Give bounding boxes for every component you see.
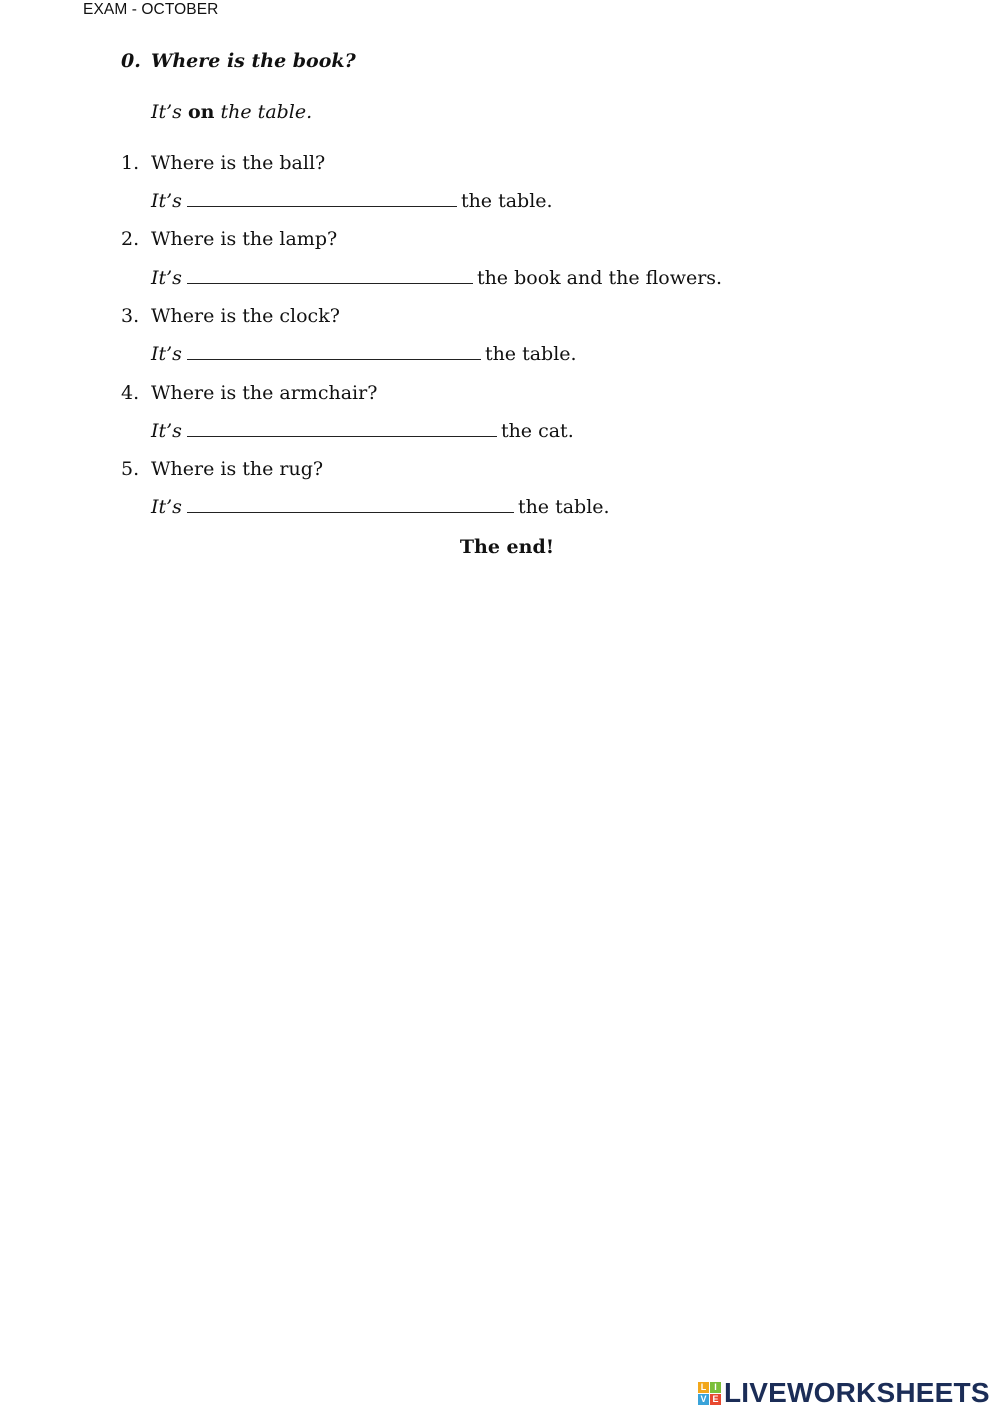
answer-blank-1[interactable] [187, 192, 457, 207]
example-answer-suffix: the table. [214, 101, 313, 123]
logo-mark-letter: V [698, 1394, 709, 1405]
answer-prefix: It’s [151, 267, 182, 289]
logo-mark-letter: I [710, 1382, 721, 1393]
example-question: Where is the book? [151, 50, 356, 72]
question-text: Where is the clock? [151, 305, 340, 327]
answer-line [151, 343, 577, 365]
answer-prefix: It’s [151, 496, 182, 518]
answer-suffix: the table. [517, 496, 610, 518]
logo-mark-letter: E [710, 1394, 721, 1405]
answer-line [151, 267, 722, 289]
answer-prefix: It’s [151, 420, 182, 442]
answer-line [151, 190, 553, 212]
answer-prefix: It’s [151, 190, 182, 212]
answer-suffix: the table. [460, 190, 553, 212]
the-end-text: The end! [459, 536, 555, 558]
answer-suffix: the book and the flowers. [476, 267, 723, 289]
answer-prefix: It’s [151, 343, 182, 365]
question-number: 1. [121, 152, 140, 174]
answer-blank-3[interactable] [187, 345, 481, 360]
question-text: Where is the armchair? [151, 382, 378, 404]
question-number: 3. [121, 305, 140, 327]
answer-suffix: the cat. [500, 420, 574, 442]
answer-suffix: the table. [484, 343, 577, 365]
question-number: 5. [121, 458, 140, 480]
logo-mark-letter: L [698, 1382, 709, 1393]
answer-blank-5[interactable] [187, 498, 514, 513]
answer-blank-2[interactable] [187, 269, 473, 284]
example-answer [151, 101, 312, 123]
liveworksheets-logo-text: LIVEWORKSHEETS [724, 1377, 990, 1408]
example-number: 0. [121, 50, 141, 72]
answer-line [151, 420, 574, 442]
liveworksheets-logo-icon [698, 1382, 721, 1405]
question-text: Where is the lamp? [151, 228, 338, 250]
question-number: 2. [121, 228, 140, 250]
question-text: Where is the rug? [151, 458, 324, 480]
question-text: Where is the ball? [151, 152, 326, 174]
liveworksheets-logo [698, 1378, 990, 1408]
answer-blank-4[interactable] [187, 422, 497, 437]
page-header: EXAM - OCTOBER [83, 1, 219, 18]
example-answer-word: on [187, 101, 215, 123]
example-answer-prefix: It’s [151, 101, 188, 123]
answer-line [151, 496, 610, 518]
question-number: 4. [121, 382, 140, 404]
